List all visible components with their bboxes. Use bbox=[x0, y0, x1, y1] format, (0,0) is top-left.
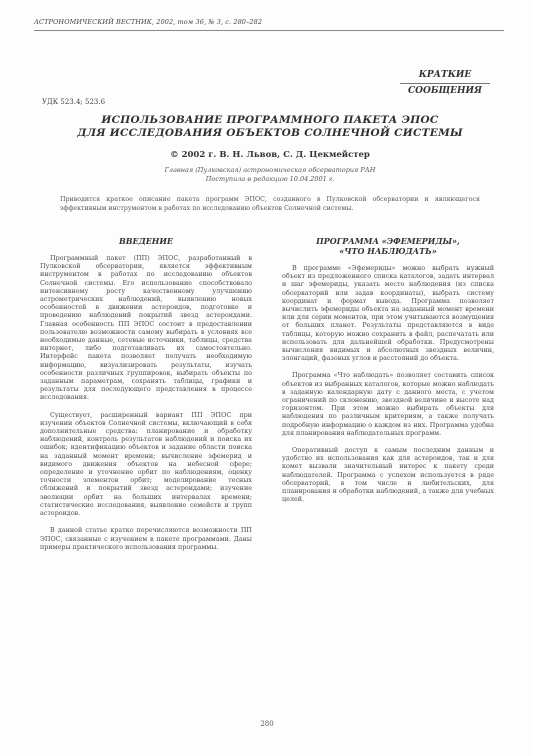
paragraph: Существует, расширенный вариант ПП ЭПОС при изучении объектов Солнечной системы, включающий в себя дополнительные средства: планирование и обработку наблюдений, контроль результатов наблюдений и поиска их ошибок; идентификацию объектов и задание области поиска на заданный момент времени; вычисление эфемерид и видимого движения объектов на небесной сфере; определение и уточнение орбит по наблюдениям, оценку точности элементов орбит; моделирование тесных сближений и покрытий звезд астероидами; изучение эволюции орбит на больших интервалах времени; статистические исследования, выявление семейств и групп астероидов. bbox=[40, 410, 252, 518]
right-column bbox=[282, 236, 494, 512]
programs-heading-line1: ПРОГРАММА «ЭФЕМЕРИДЫ», bbox=[316, 236, 460, 246]
title-line-2: ДЛЯ ИССЛЕДОВАНИЯ ОБЪЕКТОВ СОЛНЕЧНОЙ СИСТЕМЫ bbox=[77, 127, 463, 139]
authors: © 2002 г. В. Н. Львов, С. Д. Цекмейстер bbox=[170, 150, 370, 160]
programs-heading-line2: «ЧТО НАБЛЮДАТЬ» bbox=[339, 246, 437, 256]
section-label bbox=[390, 70, 500, 97]
received-date: Поступила в редакцию 10.04.2001 г. bbox=[205, 175, 335, 183]
section-divider bbox=[400, 83, 490, 84]
running-header: АСТРОНОМИЧЕСКИЙ ВЕСТНИК, 2002, том 36, № 3, с. 280–282 bbox=[34, 18, 263, 26]
paragraph: Программный пакет (ПП) ЭПОС, разработанный в Пулковской обсерватории, является эффективным инструментом в работах по исследованию объектов Солнечной системы. Его использование способствовало интенсивному росту качественному улучшению астрометрических наблюдений, выявлению новых особенностей в движении астероидов, подготовке и проведению наблюдений покрытий звезд астероидами. Главная особенность ПП ЭПОС состоит в предоставлении пользователю возможности самому выбирать в условиях все необходимые данные, сетевые источники, таблицы, средства интернет, либо подготавливать их самостоятельно. Интерфейс пакета позволяет получать необходимую информацию, визуализировать результаты, изучать особенности различных группировок, выбирать объекты по заданным параметрам, сохранять таблицы, графики и результаты для последующего представления в процессе исследования. bbox=[40, 254, 252, 402]
article-title bbox=[40, 114, 500, 140]
section-label-line1: КРАТКИЕ bbox=[418, 70, 472, 80]
affiliation-block bbox=[40, 166, 500, 184]
left-column bbox=[40, 236, 252, 560]
page-number: 280 bbox=[260, 720, 274, 728]
udk-code: УДК 523.4; 523.6 bbox=[42, 98, 106, 106]
paragraph: В данной статье кратко перечисляются возможности ПП ЭПОС, связанные с изучением в пакете программами. Даны примеры практического использования программы. bbox=[40, 526, 252, 551]
header-rule bbox=[34, 30, 504, 31]
affiliation: Главная (Пулковская) астрономическая обсерватория РАН bbox=[164, 166, 376, 174]
abstract: Приводится краткое описание пакета программ ЭПОС, созданного в Пулковской обсерватории и являющегося эффективным инструментом в работах по исследованию объектов Солнечной системы. bbox=[60, 196, 480, 212]
paragraph: В программе «Эфемериды» можно выбрать нужный объект из предложенного списка каталогов, задать интервал и шаг эфемериды, указать место наблюдения (из списка обсерваторий или задав координаты), выбрать систему координат и формат вывода. Программа позволяет вычислить эфемериды объекта на заданный момент времени или для серии моментов, при этом учитываются возмущения от больших планет. Результаты представляются в виде таблицы, которую можно сохранить в файл, распечатать или использовать для дальнейшей обработки. Предусмотрены вычисления видимых и абсолютных звездных величин, элонгаций, фазовых углов и расстояний до объекта. bbox=[282, 264, 494, 363]
programs-heading bbox=[282, 236, 494, 256]
introduction-heading: ВВЕДЕНИЕ bbox=[118, 236, 174, 246]
title-line-1: ИСПОЛЬЗОВАНИЕ ПРОГРАММНОГО ПАКЕТА ЭПОС bbox=[101, 114, 439, 126]
paragraph: Оперативный доступ к самым последним данным и удобство их использования как для астероидов, так и для комет вызвали значительный интерес к пакету среди наблюдателей. Программа с успехом используется в ряде обсерваторий, в том числе и любительских, для планирования и обработки наблюдений, а также для учебных целей. bbox=[282, 446, 494, 504]
section-label-line2: СООБЩЕНИЯ bbox=[408, 86, 482, 96]
paragraph: Программа «Что наблюдать» позволяет составить список объектов из выбранных каталогов, которые можно наблюдать в заданную календарную дату с данного места, с учетом ограничений по склонению, звездной величине и высоте над горизонтом. При этом можно выбирать объекты для наблюдения по различным критериям, а также получать подробную информацию о каждом из них. Программа удобна для планирования наблюдательных программ. bbox=[282, 371, 494, 437]
